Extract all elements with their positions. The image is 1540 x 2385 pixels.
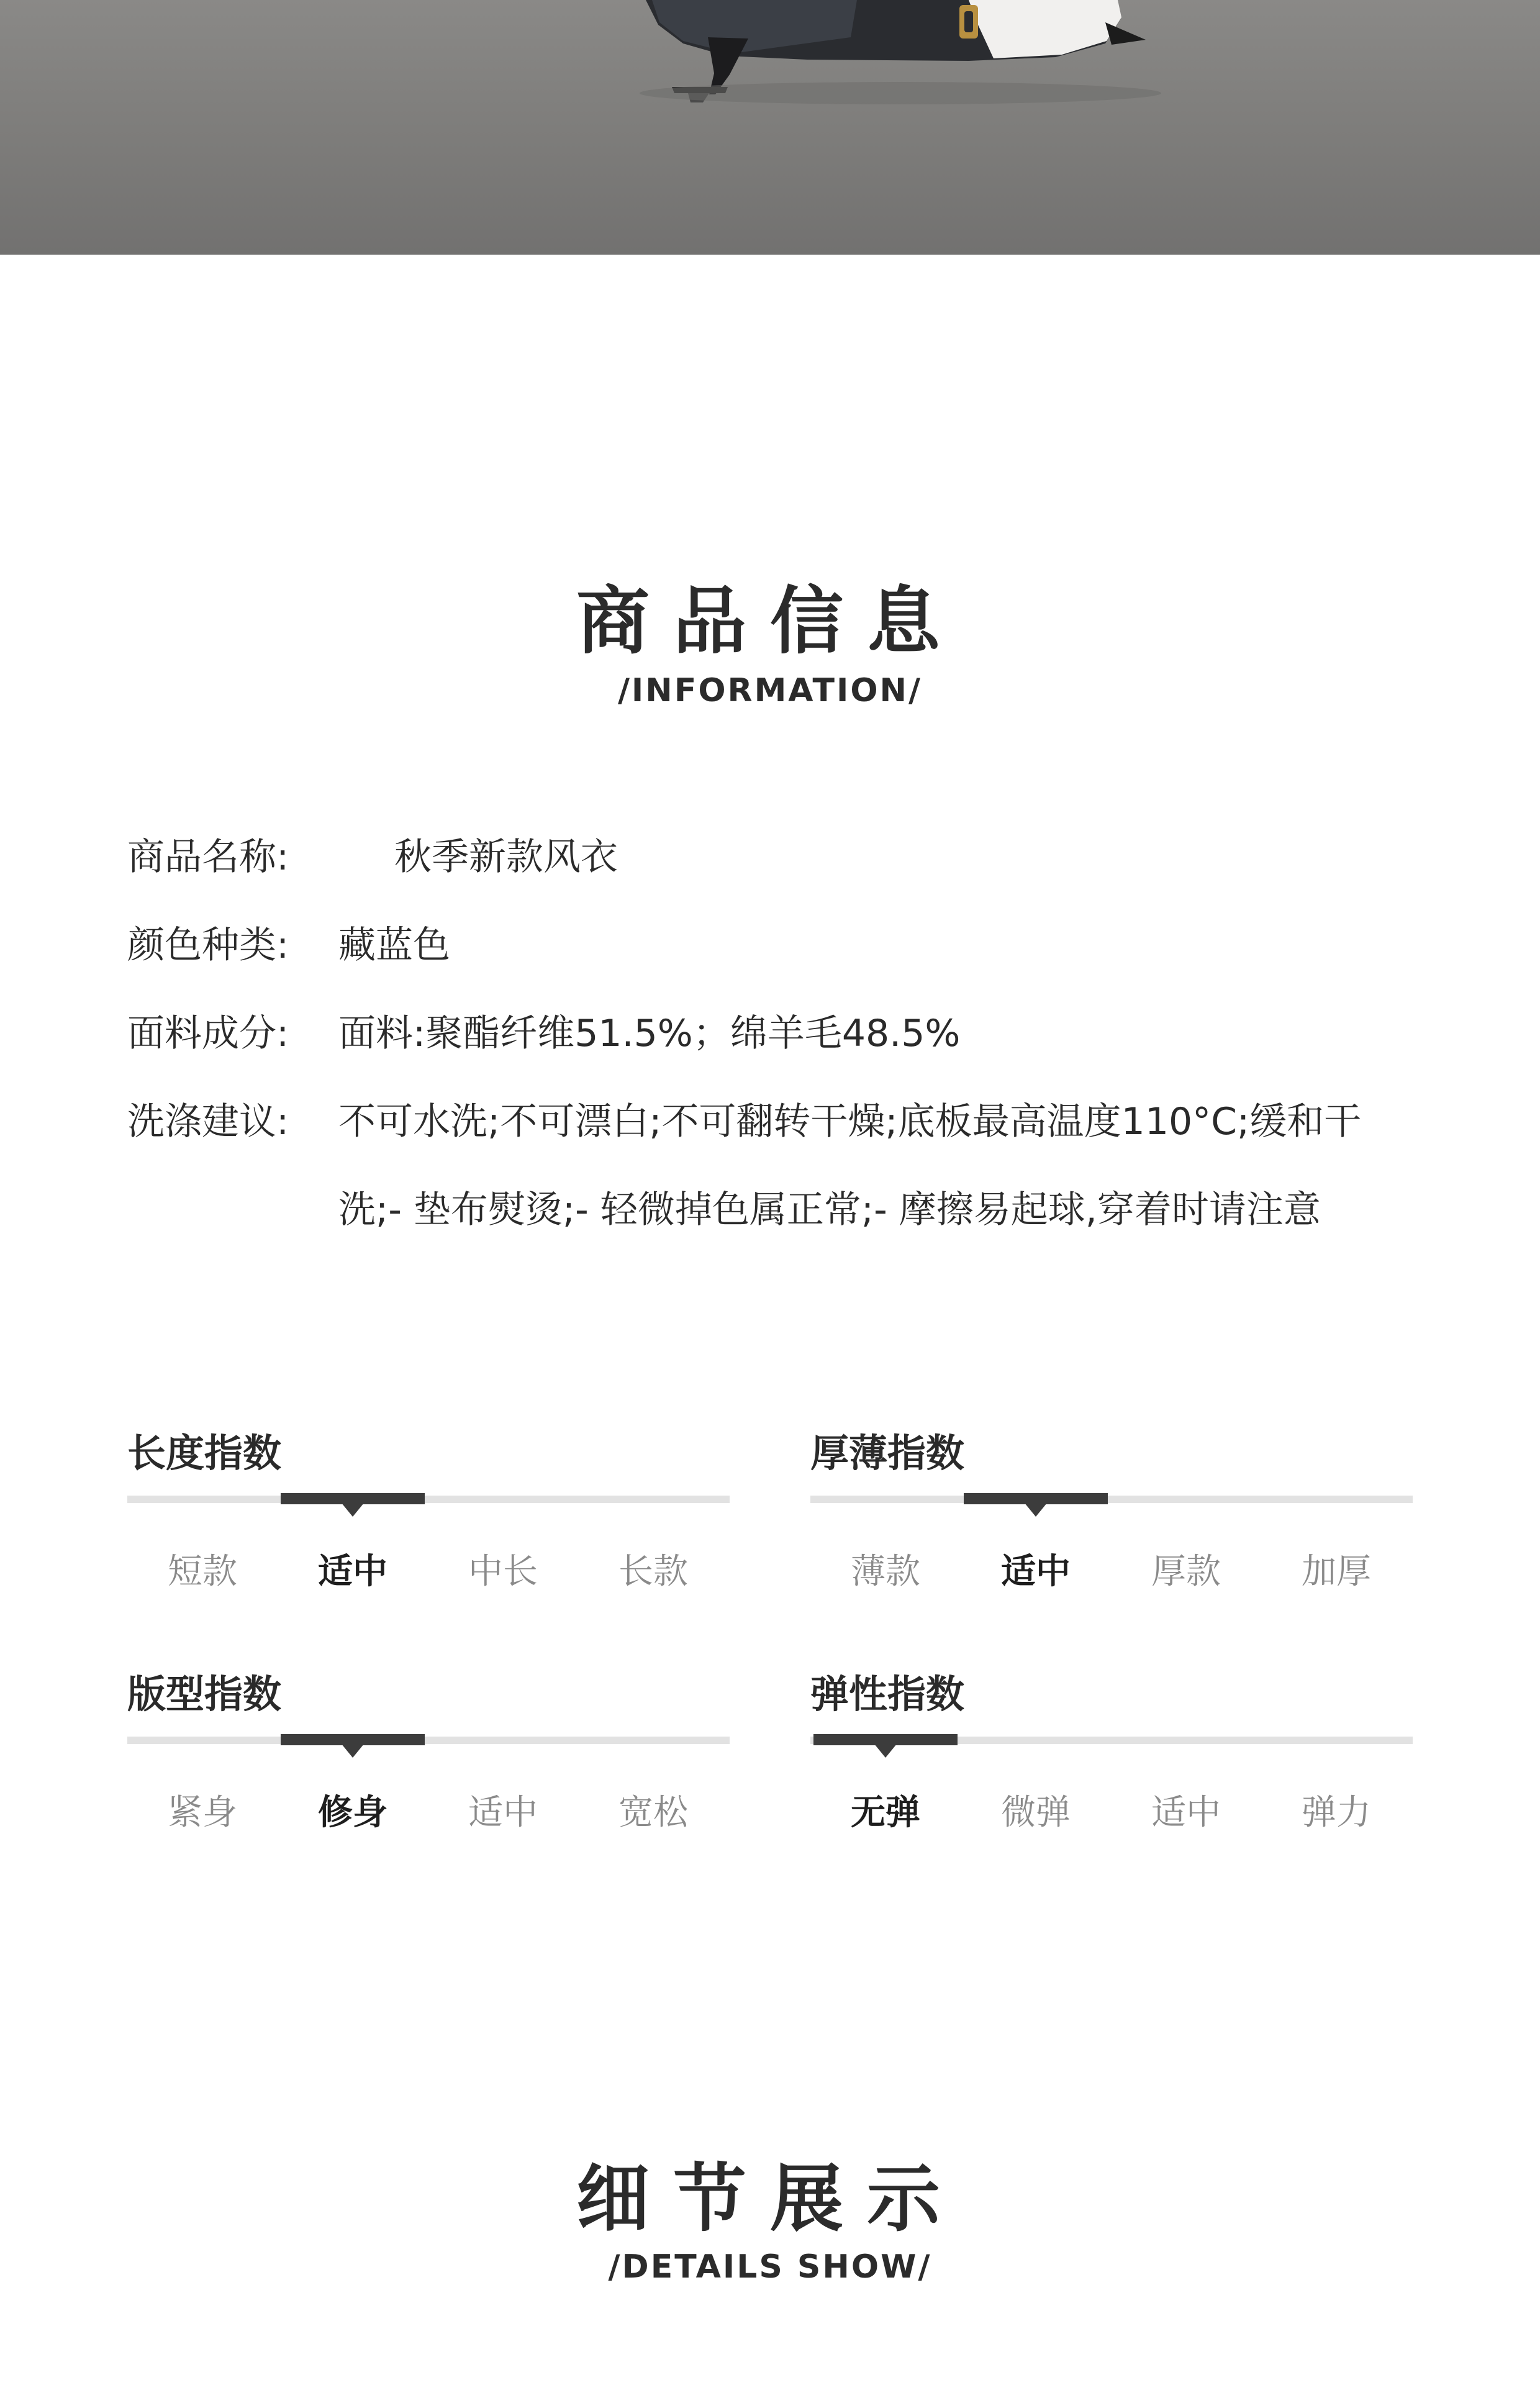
gauge-option: 弹力	[1302, 1792, 1371, 1833]
info-label: 颜色种类:	[127, 924, 289, 967]
gauge-option: 宽松	[618, 1792, 688, 1833]
gauge-option: 适中	[1151, 1792, 1221, 1833]
gauge-option: 紧身	[168, 1792, 237, 1833]
gauge-option: 无弹	[851, 1792, 920, 1833]
gauge-option: 短款	[168, 1551, 237, 1592]
gauge-option: 长款	[618, 1551, 688, 1592]
details-section-subtitle: /DETAILS SHOW/	[608, 2248, 932, 2286]
info-value-continued: 洗;- 垫布熨烫;- 轻微掉色属正常;- 摩擦易起球,穿着时请注意	[338, 1188, 1321, 1232]
gauge-fit	[127, 1663, 730, 1850]
gauge-title: 厚薄指数	[810, 1430, 965, 1476]
info-section-subtitle: /INFORMATION/	[617, 672, 923, 709]
gauge-title: 长度指数	[127, 1430, 282, 1476]
gauge-length	[127, 1422, 730, 1609]
gauge-track	[810, 1496, 1413, 1503]
gauge-option: 厚款	[1151, 1551, 1221, 1592]
info-value: 藏蓝色	[338, 924, 450, 967]
product-photo	[0, 0, 1540, 255]
gauge-track	[127, 1496, 730, 1503]
gauge-title: 版型指数	[127, 1671, 282, 1717]
gauge-track	[127, 1737, 730, 1744]
gauge-option: 微弹	[1001, 1792, 1071, 1833]
gauge-option: 中长	[468, 1551, 538, 1592]
gauge-option: 修身	[318, 1792, 387, 1833]
gauge-option: 加厚	[1302, 1551, 1371, 1592]
shoe-illustration	[0, 0, 1540, 255]
gauge-title: 弹性指数	[810, 1671, 965, 1717]
info-section-title: 商品信息	[576, 578, 964, 664]
info-label: 洗涤建议:	[127, 1100, 289, 1143]
info-label: 面料成分:	[127, 1012, 289, 1055]
info-value: 秋季新款风衣	[394, 835, 618, 879]
info-value: 面料:聚酯纤维51.5%；绵羊毛48.5%	[338, 1012, 961, 1055]
gauge-thickness	[810, 1422, 1413, 1609]
info-value: 不可水洗;不可漂白;不可翻转干燥;底板最高温度110°C;缓和干	[338, 1100, 1362, 1143]
gauge-option: 适中	[468, 1792, 538, 1833]
gauge-option: 薄款	[851, 1551, 920, 1592]
gauge-pointer-icon	[874, 1744, 897, 1758]
gauge-option: 适中	[1001, 1551, 1071, 1592]
details-section-title: 细节展示	[576, 2156, 964, 2242]
gauge-pointer-icon	[1025, 1503, 1047, 1517]
gauge-pointer-icon	[342, 1503, 364, 1517]
gauge-option: 适中	[318, 1551, 387, 1592]
gauge-pointer-icon	[342, 1744, 364, 1758]
info-label: 商品名称:	[127, 835, 289, 879]
gauge-elasticity	[810, 1663, 1413, 1850]
